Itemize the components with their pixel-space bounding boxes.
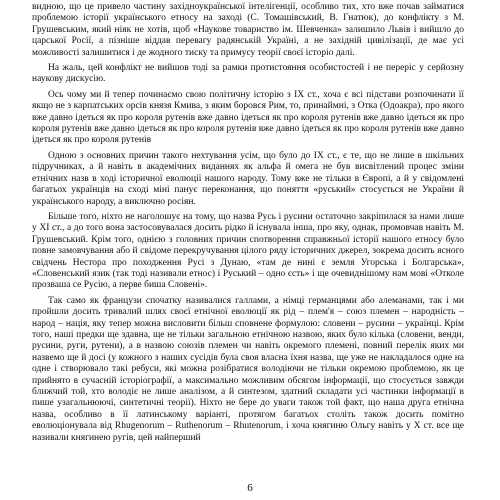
paragraph: Одною з основних причин такого нехтування усім, що було до IX ст., є те, що не лише в шкільних підручниках, а й навіть в академічних виданнях як альфа й омега не був висвітлений процес зміни етнічних назв в ході історичної еволюції нашого народу. Тому вже не тільки в Європі, а й у свідомлені багатьох українців на сході міні панує переконання, що поняття «руський» стосується не України й українського народу, а виключно росіян. (32, 150, 464, 207)
paragraph: Ось чому ми й тепер починаємо свою політичну історію з IX ст., хоча є всі підстави розпочинати її якщо не з карпатських орсів князя Кмива, з яким боровся Рим, то, принаймні, з Отка (Одоакра), про якого вже давно ідеться як про короля рутенів вже давно ідеться як про короля рутенів вже давно ідеться як про короля рутенів вже давно ідеться як про короля рутенів вже давно ідеться як про короля рутенів вже давно ідеться як про короля рутенів (32, 89, 464, 146)
paragraph: видною, що це привело частину західноукраїнської інтелігенції, особливо тих, хто вже почав займатися проблемою історії українського етносу на заході (С. Томашівський, В. Гнатюк), до конфлікту з М. Грушевським, який ніяк не хотів, щоб «Наукове товариство ім. Шевченка» залишило Львів і вийшло до царської Росії, а пізніше віддав перевагу радянській Україні, а не західній цивілізації, де має усі можливості залишитися і де жодного тиску та примусу теорії своєї історіо далі. (32, 2, 464, 58)
paragraph: Так само як французи спочатку називалися галлами, а німці германцями або алеманами, так і ми пройшли досить тривалий шлях своєї етнічної еволюції як рід – плем'я – союз племен – народність – народ – нація, яку тепер можна висловити більш сповнене формулою: словени – русини – українці. Крім того, наші предки ще здавна, ще не тільки загальною етнічною назвою, яких було кілька (словени, венди, русини, руги, рутени), а в назвою союзів племен чи навіть окремого племені, повний перелік яких ми назвемо ще й досі (у кожного з наших сусідів була своя власна їхня назва, ще уже не накладалося одне на одне і створювало такі ребуси, які можна розібратися володіючи не тільки окремою проблемою, як це прийнято в сучасній історіографії, а максимально можливим обсягом інформації, що стосується завжди ближчий той, хто володіє не лише аналізом, а й синтезом, здатний складати усі частинки інформації в пише узагальнюючі, синтетичні теорії). Ніхто не бере до уваги також той факт, що наша друга етнічна назва, особливо в її латинському варіанті, протягом багатьох століть також досить помітно еволюціонувала від Rhugenorum – Ruthenorum – Rhutenorum, і хоча княгиню Ольгу навіть у X ст. все ще називали княгинею ругів, цей найперший (32, 295, 464, 443)
paragraph: Більше того, ніхто не наголошує на тому, що назва Русь і русини остаточно закріпилася за нами лише у XI ст., а до того вона застосовувалася досить рідко й існувала інша, про яку, однак, промовчав навіть М. Грушевський. Крім того, однією з головних причин спотворення справжньої історії нашого етносу було повне замовчування або й свідоме перекручування цілого ряду історичних джерел, зокрема досить ясного свідчень Нестора про походження Русі з Дунаю, «там де нині є земля Угорська і Болгарська», «Словенський язик (так тоді називали етнос) і Руський – одно єсть» і ще очевиднішому нам мові «Отколе прозваша се Русію, а перве биша Словені». (32, 211, 464, 291)
paragraph: На жаль, цей конфлікт не вийшов тоді за рамки протистояння особистостей і не переріс у серйозну наукову дискусію. (32, 63, 464, 85)
page-number: 6 (247, 482, 253, 494)
